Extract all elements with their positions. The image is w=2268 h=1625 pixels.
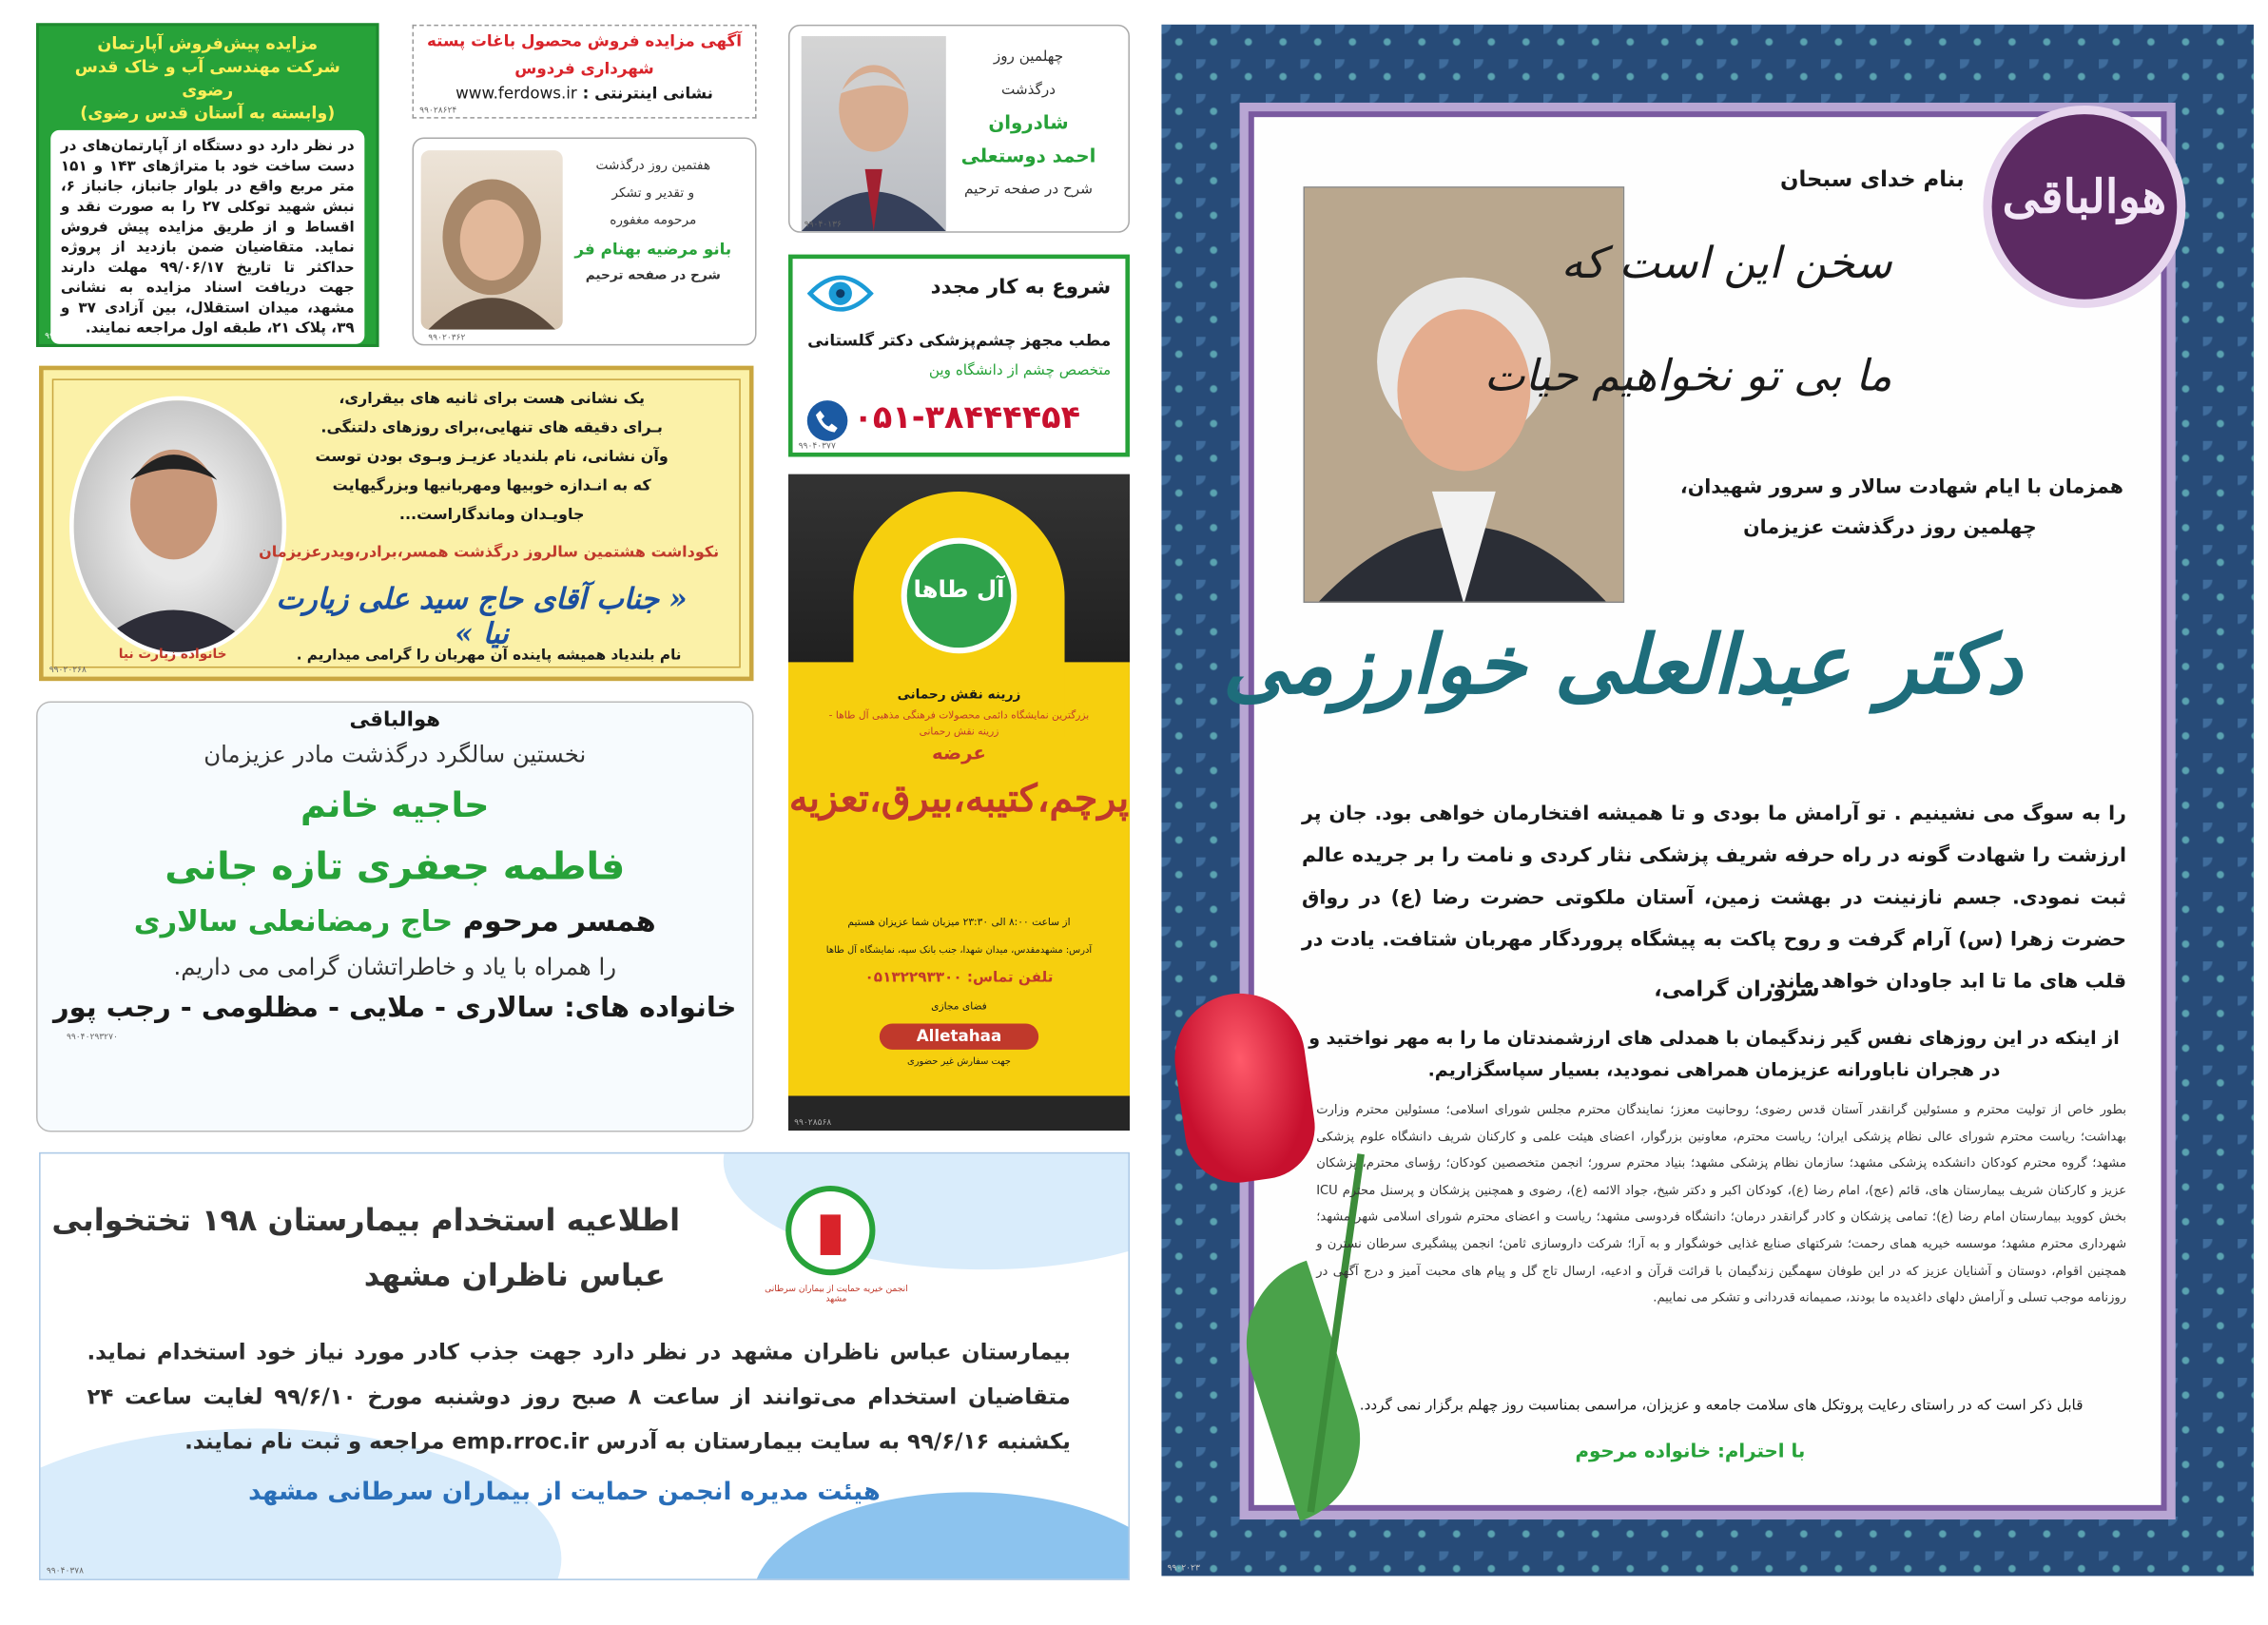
memorial-line3: شادروان: [988, 112, 1069, 135]
anniversary-ad-jafari: [36, 701, 753, 1132]
poem-line1: یک نشانی هست برای ثانیه های بیقراری،: [339, 390, 645, 408]
ad-heading: هوالباقی: [349, 708, 441, 732]
clinic-specialty: متخصص چشم از دانشگاه وین: [928, 362, 1112, 379]
ad-code: ۹۹۰۲۰۲۶۸: [48, 665, 87, 676]
charity-logo-icon: [785, 1186, 875, 1275]
tribute-paragraph: را به سوگ می نشینیم . تو آرامش ما بودی و تا همیشه افتخارمان خواهی بود. جان پر ارزشت را شهادت گونه در راه حرفه شریف پزشکی نثار کردی و نامت را بر جریده عالم ثبت نمودی. جسم نازنینت در بهشت زمین، آستان ملکوتی حضرت رضا (ع) در رواق حضرت زهرا (س) آرام گرفت و روح پاکت به پیشگاه پروردگار مهربان شتافت. یادت در قلب های ما تا ابد جاودان خواهد ماند.: [1301, 802, 2127, 994]
remembrance-line: را همراه با یاد و خاطراتشان گرامی می داریم.: [173, 953, 617, 980]
social-handle[interactable]: Alletahaa: [880, 1024, 1038, 1050]
deceased-name: « جناب آقای حاج سید علی زیارت نیا »: [276, 581, 688, 651]
clinic-phone[interactable]: ۰۵۱-۳۸۴۴۴۴۵۴: [853, 400, 1081, 437]
memorial-line2: درگذشت: [1000, 82, 1056, 99]
memorial-ad-behnamfar: [413, 137, 757, 345]
family-signature: خانواده زیارت نیا: [118, 648, 227, 663]
order-note: جهت سفارش غیر حضوری: [907, 1054, 1011, 1068]
brand-name: زرینه نقش رحمانی: [897, 687, 1021, 703]
hospital-employment-ad: [39, 1152, 1130, 1580]
clinic-headline: شروع به کار مجدد: [930, 276, 1112, 300]
charity-logo-caption: انجمن خیریه حمایت از بیماران سرطانی مشهد: [764, 1284, 908, 1305]
ferdows-website-label: نشانی اینترنتی :: [582, 84, 713, 103]
altaha-logo-text: آل طاها: [913, 575, 1005, 604]
ad-code: ۹۹۰۲۸۵۶۸: [794, 1117, 832, 1128]
memorial-line3: مرحومه مغفوره: [610, 214, 697, 229]
acknowledgement-list: بطور خاص از تولیت محترم و مسئولین گرانقدر آستان قدس رضوی؛ روحانیت معزز؛ نمایندگان محترم مجلس شورای اسلامی؛ مسئولین محترم وزارت بهداشت؛ ریاست محترم شورای عالی نظام پزشکی ایران؛ ریاست محترم، معاونین بزرگوار، اعضای هیئت علمی و کارکنان شریف دانشگاه علوم پزشکی مشهد؛ گروه محترم کودکان دانشکده پزشکی مشهد؛ سازمان نظام پزشکی مشهد؛ بنیاد محترم سرور؛ انجمن متخصصین کودکان؛ رؤسای محترم، پزشکان عزیز و کارکنان شریف بیمارستان های، قائم (عج)، امام رضا (ع)، کودکان اکبر و دکتر شیخ، جواد الائمه (ع)، رضوی و همچنین پزشکان و پرسنل محترم ICU بخش کووید بیمارستان امام رضا (ع)؛ تمامی پزشکان و کادر گرانقدر درمان؛ دانشگاه فردوسی مشهد؛ ریاست و اعضای محترم شورای اسلامی شهر مشهد؛ شهرداری محترم مشهد؛ موسسه خیریه همای رحمت؛ شرکتهای صنایع غذایی خوشگوار و به آرا؛ شرکت داروسازی ثامن؛ انجمن پیشگیری سرطان نسترن و همچنین اقوام، دوستان و آشنایان عزیز که در این طوفان سهمگین زندگیمان با قرائت قرآن و ادعیه، ارسال تاج گل و پیام های محبت آمیز و درج آگهی در روزنامه موجب تسلی و آرامش دلهای داغدیده ما بودند، صمیمانه قدردانی و تشکر می نماییم.: [1316, 1103, 2127, 1306]
occasion-line1: همزمان با ایام شهادت سالار و سرور شهیدان،: [1679, 475, 2123, 499]
memorial-line2: و تقدیر و تشکر: [611, 186, 695, 202]
phone-number[interactable]: تلفن تماس: ۰۵۱۳۲۲۹۳۳۰۰: [864, 970, 1054, 986]
spouse-name: حاج رمضانعلی سالاری: [133, 903, 454, 938]
ad-code: ۹۹۰۴۰۳۷۷: [798, 440, 836, 452]
clinic-name: مطب مجهز چشم‌پزشکی دکتر گلستانی: [807, 331, 1112, 350]
auction-company: شرکت مهندسی آب و خاک قدس رضوی: [74, 56, 340, 100]
eye-clinic-ad: [788, 255, 1130, 457]
social-label: فضای مجازی: [931, 1000, 987, 1013]
memorial-line5: شرح در صفحه ترحیم: [585, 268, 721, 284]
anniversary-announcement: نکوداشت هشتمین سالروز درگذشت همسر،برادر،ویدرعزیزمان: [259, 543, 720, 561]
poem-line5: جاویـدان وماندگاراست...: [398, 506, 585, 524]
ceremony-note: قابل ذکر است که در راستای رعایت پروتکل های سلامت جامعه و عزیزان، مراسمی بمناسبت روز چهلم برگزار نمی گردد.: [1359, 1398, 2084, 1415]
ad-code: ۹۹۰۴۰۲۷۶/۲۰۰۰۶: [45, 331, 108, 341]
ad-code: ۹۹۰۴۰۲۹۳۲۷۰: [66, 1032, 118, 1043]
hospital-name: عباس ناظران مشهد: [363, 1257, 666, 1293]
phone-icon: [807, 400, 848, 441]
brand-subtitle: بزرگترین نمایشگاه دائمی محصولات فرهنگی مذهبی آل طاها - زرینه نقش رحمانی: [828, 709, 1090, 738]
spouse-line: [38, 903, 752, 938]
offer-label: عرضه: [932, 743, 986, 765]
poem-line2: ما بی تو نخواهیم حیات: [1483, 351, 1892, 402]
ferdows-website-line: [414, 81, 755, 106]
poem-line1: سخن این است که: [1560, 238, 1892, 290]
deceased-name: دکتر عبدالعلی خوارزمی: [1222, 617, 2023, 713]
deceased-name: بانو مرضیه بهنام فر: [574, 240, 732, 260]
portrait-photo: [421, 150, 563, 330]
medallion-text: هوالباقی: [2002, 168, 2167, 224]
eye-icon: [807, 267, 874, 319]
decorative-wave: [724, 1152, 1130, 1269]
portrait-photo: [802, 36, 946, 231]
bismillah: بنام خدای سبحان: [1779, 165, 1965, 193]
memorial-line5: شرح در صفحه ترحیم: [964, 182, 1093, 199]
offer-items: پرچم،کتیبه،بیرق،تعزیه: [788, 778, 1130, 822]
opening-hours: از ساعت ۸:۰۰ الی ۲۳:۳۰ میزبان شما عزیزان هستیم: [847, 916, 1071, 929]
family-signature: با احترام: خانواده مرحوم: [1575, 1441, 1806, 1463]
altaha-banner-ad: [788, 474, 1130, 1131]
ferdows-title: آگهی مزایده فروش محصول باغات پسته: [426, 31, 743, 51]
apartment-auction-ad: [36, 23, 379, 347]
salutation: سروران گرامی،: [1654, 978, 1820, 1002]
deceased-name: احمد دوستعلی: [960, 145, 1096, 168]
auction-affiliation: (وابسته به آستان قدس رضوی): [80, 102, 336, 124]
poem-line4: که به انـدازه خوبیها ومهربانیها وبزرگیهایت: [332, 476, 651, 495]
spouse-prefix: همسر مرحوم: [462, 903, 656, 938]
poem-line3: وآن نشانی، نام بلندیاد عزیـز وبـوی بودن توست: [315, 448, 669, 466]
auction-body: در نظر دارد دو دستگاه از آپارتمان‌های در دست ساخت خود با متراژهای ۱۴۳ و ۱۵۱ متر مربع واقع در بلوار جانباز، جانباز ۶، نبش شهید توکلی ۲۷ را به صورت نقد و اقساط و از طریق مزایده پیش فروش نماید. متقاضیان ضمن بازدید از پروژه حداکثر تا تاریخ ۹۹/۰۶/۱۷ مهلت دارند جهت دریافت اسناد مزایده به نشانی مشهد، میدان استقلال، بین آزادی ۳۷ و ۳۹، پلاک ۲۱، طبقه اول مراجعه نمایند.: [50, 130, 364, 344]
memorial-line1: هفتمین روز درگذشت: [595, 159, 711, 174]
obituary-kharazmi: [1161, 25, 2253, 1576]
ferdows-municipality: شهرداری فردوس: [514, 59, 654, 79]
occasion-line2: چهلمین روز درگذشت عزیزمان: [1743, 515, 2037, 540]
ad-code: ۹۹۰۴۰۳۷۸: [46, 1565, 84, 1577]
deceased-title: حاجیه خانم: [300, 784, 490, 826]
employment-title: اطلاعیه استخدام بیمارستان ۱۹۸ تختخوابی: [51, 1203, 680, 1238]
anniversary-line: نخستین سالگرد درگذشت مادر عزیزمان: [204, 740, 587, 768]
deceased-name: فاطمه جعفری تازه جانی: [165, 845, 626, 890]
board-signature: هیئت مدیره انجمن حمایت از بیماران سرطانی مشهد: [247, 1477, 881, 1507]
memorial-line1: چهلمین روز: [993, 48, 1064, 66]
black-footer: [788, 1096, 1130, 1131]
ferdows-website[interactable]: www.ferdows.ir: [456, 84, 577, 103]
family-signature: خانواده های: سالاری - ملایی - مظلومی - رجب پور: [52, 992, 737, 1024]
ad-code: ۹۹۰۲۸۶۲۴: [419, 105, 457, 116]
memorial-ad-doostali: [788, 25, 1130, 233]
employment-body: بیمارستان عباس ناظران مشهد در نظر دارد جهت جذب کادر مورد نیاز خود استخدام نماید. متقاضیان استخدام می‌توانند از ساعت ۸ صبح روز دوشنبه مورخ ۹۹/۶/۱۰ لغایت ساعت ۲۴ یکشنبه ۹۹/۶/۱۶ به سایت بیمارستان به آدرس emp.rroc.ir مراجعه و ثبت نام نمایند.: [87, 1338, 1071, 1455]
thanks-paragraph: از اینکه در این روزهای نفس گیر زندگیمان با همدلی های ارزشمندتان ما را به مهر نواختید و در هجران ناباورانه عزیزمان همراهی نمودید، بسیار سپاسگزاریم.: [1308, 1026, 2120, 1080]
ad-code: ۹۹۰۴۰۱۳۶: [804, 220, 842, 230]
auction-title: مزایده پیش‌فروش آپارتمان: [97, 32, 319, 54]
ad-code: ۹۹۰۲۰۳۶۲: [428, 332, 466, 343]
pistachio-auction-ad: [413, 25, 757, 119]
ad-code: ۹۹۰۲۰۲۳: [1167, 1562, 1200, 1574]
portrait-photo: [69, 397, 286, 657]
anniversary-footer: نام بلندیاد همیشه پاینده آن مهربان را گرامی میداریم .: [296, 648, 682, 664]
address: آدرس: مشهدمقدس، میدان شهدا، جنب بانک سپه، نمایشگاه آل طاها: [825, 943, 1093, 957]
anniversary-ad-zyarat-nia: [39, 366, 753, 681]
poem-line2: بـرای دقیقه های تنهایی،برای روزهای دلتنگی.: [320, 418, 663, 437]
